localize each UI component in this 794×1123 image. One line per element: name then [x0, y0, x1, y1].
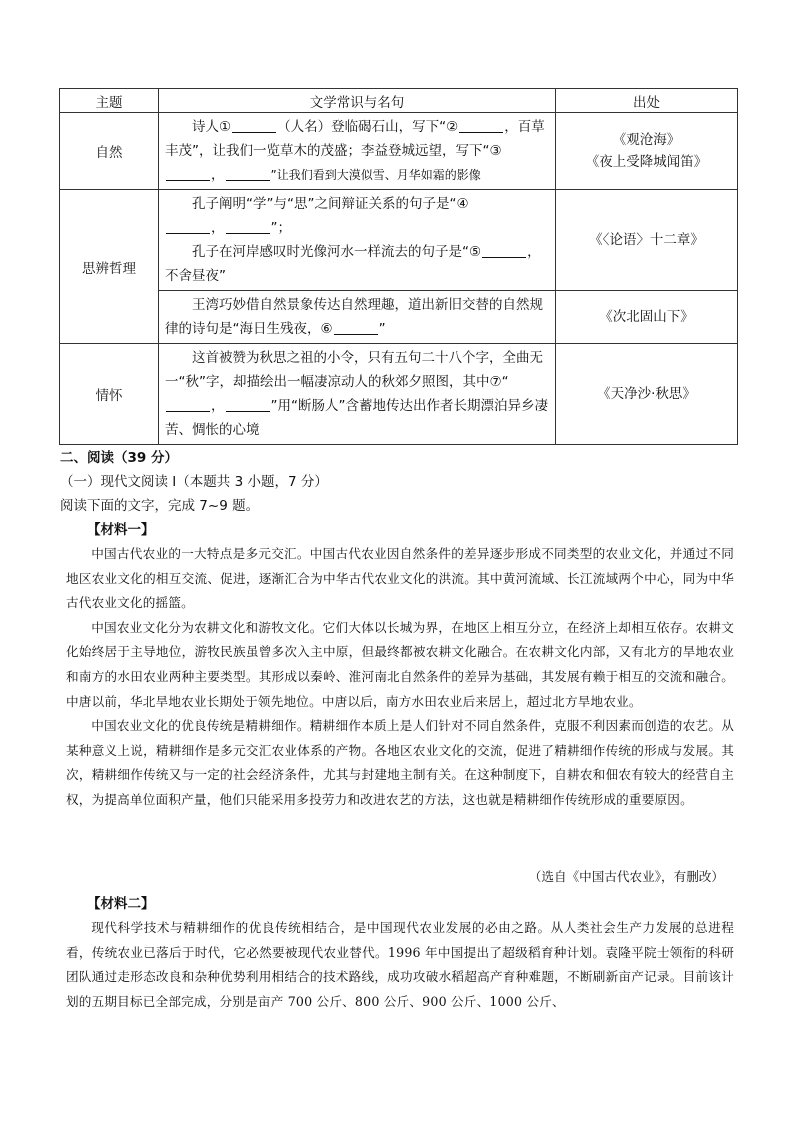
quote-text: ，	[211, 167, 225, 183]
quote-text: ，不舍昼夜”	[165, 244, 541, 284]
quote-cell-nature	[159, 113, 556, 190]
quote-text: 王湾巧妙借自然景象传达自然理趣，道出新旧交替的自然规律的诗句是“海日生残夜，⑥	[165, 297, 543, 337]
quote-text: 孔子在河岸感叹时光像河水一样流去的句子是“⑤	[192, 244, 482, 260]
source-cell-nature	[556, 113, 738, 190]
blank-4a	[166, 219, 210, 234]
quote-text: ”	[378, 321, 386, 337]
source-tian-jing-sha: 《天净沙·秋思》	[556, 344, 738, 445]
blank-5	[482, 243, 526, 258]
table-row	[60, 190, 738, 291]
material-one-heading: 【材料一】	[87, 522, 155, 538]
quote-text: ，百草丰茂”，让我们一览草木的茂盛；李益登城远望，写下“③	[165, 119, 545, 159]
blank-1	[232, 118, 276, 133]
quote-text: ，	[211, 220, 225, 236]
source-guan-cang-hai: 《观沧海》	[612, 132, 681, 148]
paragraph: 中国古代农业的一大特点是多元交汇。中国古代农业因自然条件的差异逐步形成不同类型的农业文化，并通过不同地区农业文化的相互交流、促进，逐渐汇合为中华古代农业文化的洪流。其中黄河流域、长江流域两个中心，同为中华古代农业文化的摇篮。	[66, 546, 734, 611]
quote-text: ，	[211, 398, 225, 414]
quote-text: ”；	[270, 220, 291, 236]
source-analects: 《〈论语〉十二章》	[556, 190, 738, 291]
blank-7b	[226, 397, 270, 412]
theme-nature: 自然	[60, 113, 159, 190]
material-two-body	[66, 916, 734, 1014]
paragraph: 中国农业文化分为农耕文化和游牧文化。它们大体以长城为界，在地区上相互分立，在经济上却相互依存。农耕文化始终居于主导地位，游牧民族虽曾多次入主中原，但最终都被农耕文化融合。在农耕文化内部，又有北方的旱地农业和南方的水田农业两种主要类型。其形成以秦岭、淮河南北自然条件的差异为基础，其发展有赖于相互的交流和融合。中唐以前，华北旱地农业长期处于领先地位。中唐以后，南方水田农业后来居上，超过北方旱地农业。	[66, 619, 734, 709]
quote-text: 诗人①	[192, 119, 232, 135]
blank-4b	[226, 219, 270, 234]
literature-table	[59, 88, 738, 445]
header-source: 出处	[556, 89, 738, 113]
material-two-heading: 【材料二】	[87, 896, 155, 912]
table-row	[60, 291, 738, 344]
table-row	[60, 113, 738, 190]
quote-text: 孔子阐明“学”与“思”之间辩证关系的句子是“④	[192, 196, 469, 212]
source-ye-shang: 《夜上受降城闻笛》	[585, 154, 708, 170]
table-header-row	[60, 89, 738, 113]
section-instructions: 阅读下面的文字，完成 7~9 题。	[60, 498, 260, 514]
blank-3b	[226, 166, 270, 181]
header-theme: 主题	[60, 89, 159, 113]
source-ci-bei-gu-shan: 《次北固山下》	[556, 291, 738, 344]
blank-3a	[166, 166, 210, 181]
blank-6	[334, 320, 378, 335]
quote-cell-wang-wan	[159, 291, 556, 344]
paragraph: 现代科学技术与精耕细作的优良传统相结合，是中国现代农业发展的必由之路。从人类社会生产力发展的总进程看，传统农业已落后于时代，它必然要被现代农业替代。1996 年中国提出了超级稻育种计划。袁隆平院士领衔的科研团队通过走形态改良和杂种优势利用相结合的技术路线，成功攻破水稻超高产育种难题，不断刷新亩产记录。目前该计划的五期目标已全部完成，分别是亩产 700 公斤、800 公斤、900 公斤、1000 公斤、	[66, 920, 734, 1009]
section-subtitle: （一）现代文阅读 I（本题共 3 小题，7 分）	[60, 474, 328, 490]
blank-2	[459, 118, 503, 133]
material-one-citation: （选自《中国古代农业》，有删改）	[528, 869, 724, 884]
theme-philosophy: 思辨哲理	[60, 190, 159, 344]
blank-7a	[166, 397, 210, 412]
section-title: 二、阅读（39 分）	[60, 450, 178, 466]
quote-cell-analects	[159, 190, 556, 291]
quote-text: （人名）登临碣石山，写下“②	[277, 119, 459, 135]
table-row	[60, 344, 738, 445]
paragraph: 中国农业文化的优良传统是精耕细作。精耕细作本质上是人们针对不同自然条件，克服不利因素而创造的农艺。从某种意义上说，精耕细作是多元交汇农业体系的产物。各地区农业文化的交流，促进了精耕细作传统的形成与发展。其次，精耕细作传统又与一定的社会经济条件，尤其与封建地主制有关。在这种制度下，自耕农和佃农有较大的经营自主权，为提高单位面积产量，他们只能采用多投劳力和改进农艺的方法，这也就是精耕细作传统形成的重要原因。	[66, 718, 734, 807]
theme-sentiment: 情怀	[60, 344, 159, 445]
quote-cell-autumn	[159, 344, 556, 445]
header-quotes: 文学常识与名句	[159, 89, 556, 113]
quote-text: 这首被赞为秋思之祖的小令，只有五句二十八个字，全曲无一“秋”字，却描绘出一幅凄凉动人的秋郊夕照图，其中⑦“	[165, 350, 543, 390]
quote-text: ”用“断肠人”含蓄地传达出作者长期漂泊异乡凄苦、惆怅的心境	[165, 398, 548, 438]
material-one-body	[66, 542, 734, 813]
quote-text: ”让我们看到大漠似雪、月华如霜的影像	[270, 168, 481, 182]
